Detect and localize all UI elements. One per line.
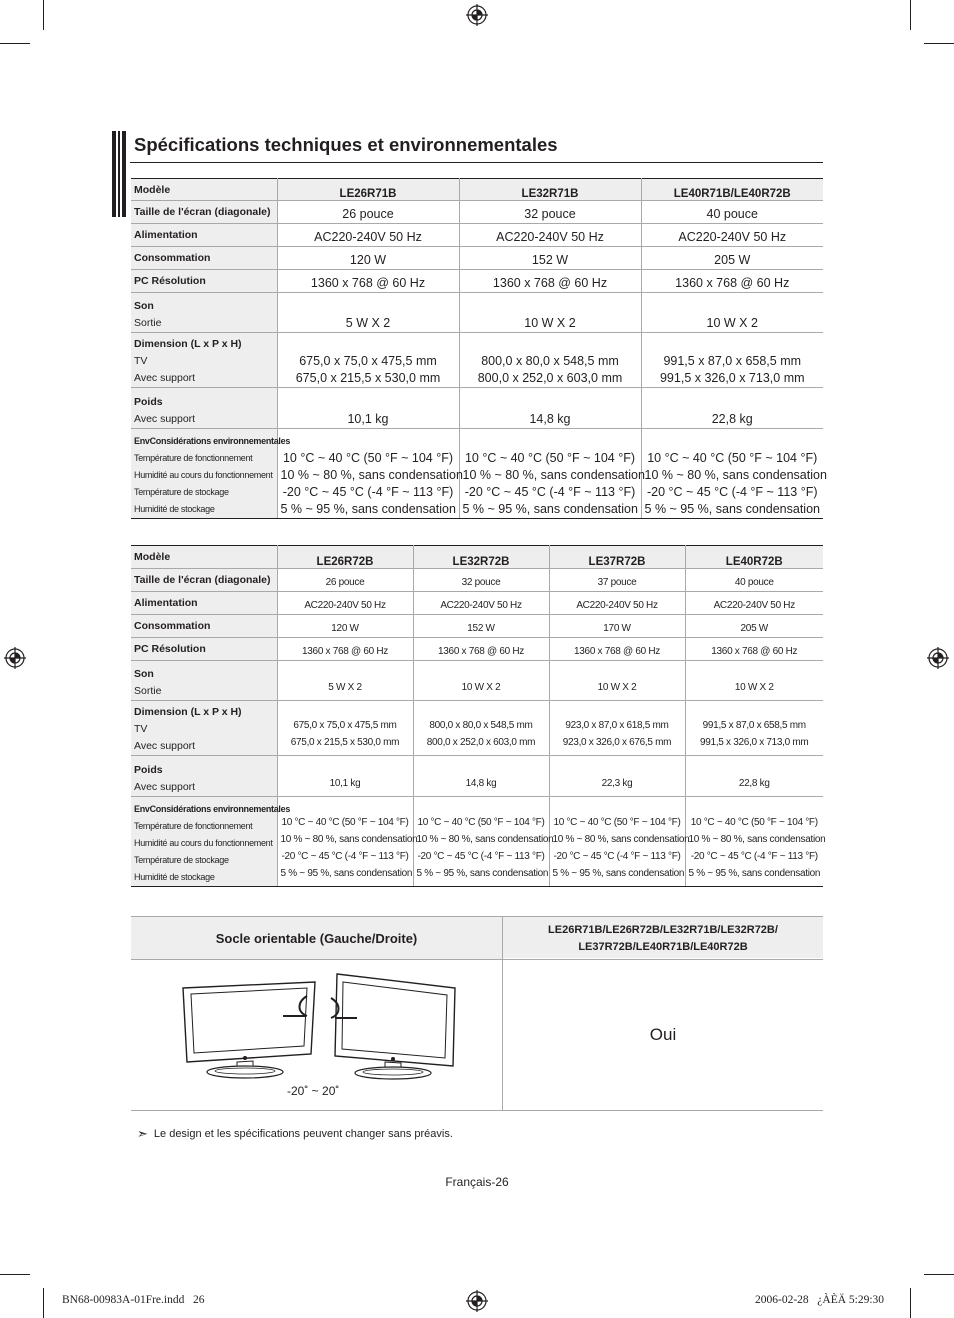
section-marker bbox=[112, 131, 126, 217]
spec-cell: AC220-240V 50 Hz bbox=[685, 592, 823, 615]
spec-cell: 26 pouce bbox=[277, 569, 413, 592]
spec-cell: 10 °C ~ 40 °C (50 °F ~ 104 °F) 10 % ~ 80 %, sans condensation -20 °C ~ 45 °C (-4 °F ~ 113 °F) 5 % ~ 95 %, sans condensation bbox=[685, 797, 823, 887]
crop-mark bbox=[43, 0, 44, 30]
spec-cell: 14,8 kg bbox=[459, 388, 641, 429]
spec-cell: 1360 x 768 @ 60 Hz bbox=[277, 270, 459, 293]
spec-cell: 5 W X 2 bbox=[277, 293, 459, 333]
spec-cell: AC220-240V 50 Hz bbox=[277, 592, 413, 615]
spec-cell: AC220-240V 50 Hz bbox=[413, 592, 549, 615]
row-label: Modèle bbox=[131, 546, 277, 569]
spec-cell: 991,5 x 87,0 x 658,5 mm 991,5 x 326,0 x 713,0 mm bbox=[685, 701, 823, 756]
model-header: LE26R71B bbox=[277, 179, 459, 201]
model-header: LE40R72B bbox=[685, 546, 823, 569]
swivel-value: Oui bbox=[649, 1025, 677, 1044]
row-label: Consommation bbox=[131, 247, 277, 270]
registration-mark-icon bbox=[466, 1290, 488, 1312]
spec-cell: 14,8 kg bbox=[413, 756, 549, 797]
model-header: LE40R71B/LE40R72B bbox=[641, 179, 823, 201]
swivel-tv-icon bbox=[179, 970, 459, 1082]
spec-cell: 5 W X 2 bbox=[277, 661, 413, 701]
spec-cell: 37 pouce bbox=[549, 569, 685, 592]
spec-cell: 10 °C ~ 40 °C (50 °F ~ 104 °F) 10 % ~ 80 %, sans condensation -20 °C ~ 45 °C (-4 °F ~ 113 °F) 5 % ~ 95 %, sans condensation bbox=[641, 429, 823, 519]
row-label: Modèle bbox=[131, 179, 277, 201]
spec-cell: 10 °C ~ 40 °C (50 °F ~ 104 °F) 10 % ~ 80 %, sans condensation -20 °C ~ 45 °C (-4 °F ~ 113 °F) 5 % ~ 95 %, sans condensation bbox=[277, 429, 459, 519]
spec-cell: 40 pouce bbox=[641, 201, 823, 224]
spec-cell: 10 °C ~ 40 °C (50 °F ~ 104 °F) 10 % ~ 80 %, sans condensation -20 °C ~ 45 °C (-4 °F ~ 113 °F) 5 % ~ 95 %, sans condensation bbox=[549, 797, 685, 887]
spec-cell: 1360 x 768 @ 60 Hz bbox=[277, 638, 413, 661]
spec-cell: 1360 x 768 @ 60 Hz bbox=[459, 270, 641, 293]
spec-cell: 10 W X 2 bbox=[641, 293, 823, 333]
row-label: EnvConsidérations environnementales Température de fonctionnement Humidité au cours du fonctionnement Température de stockage Humidité de stockage bbox=[131, 797, 277, 887]
divider bbox=[131, 1110, 823, 1111]
spec-cell: 205 W bbox=[641, 247, 823, 270]
print-timestamp: 2006-02-28 ¿ÀÈÄ 5:29:30 bbox=[755, 1294, 885, 1306]
spec-cell: 10 W X 2 bbox=[549, 661, 685, 701]
disclaimer-note: ➣ Le design et les spécifications peuvent changer sans préavis. bbox=[137, 1126, 453, 1141]
row-label: EnvConsidérations environnementales Température de fonctionnement Humidité au cours du fonctionnement Température de stockage Humidité de stockage bbox=[131, 429, 277, 519]
row-label: Poids Avec support bbox=[131, 756, 277, 797]
spec-cell: 152 W bbox=[413, 615, 549, 638]
spec-cell: 1360 x 768 @ 60 Hz bbox=[685, 638, 823, 661]
spec-cell: AC220-240V 50 Hz bbox=[549, 592, 685, 615]
spec-cell: 32 pouce bbox=[413, 569, 549, 592]
spec-cell: 205 W bbox=[685, 615, 823, 638]
spec-cell: 40 pouce bbox=[685, 569, 823, 592]
page-title: Spécifications techniques et environnementales bbox=[134, 134, 558, 155]
swivel-angle: -20˚ ~ 20˚ bbox=[287, 1084, 340, 1098]
spec-cell: 675,0 x 75,0 x 475,5 mm 675,0 x 215,5 x 530,0 mm bbox=[277, 701, 413, 756]
title-divider bbox=[130, 162, 823, 163]
spec-cell: 22,3 kg bbox=[549, 756, 685, 797]
spec-cell: AC220-240V 50 Hz bbox=[641, 224, 823, 247]
registration-mark-icon bbox=[466, 4, 488, 26]
spec-cell: 923,0 x 87,0 x 618,5 mm 923,0 x 326,0 x 676,5 mm bbox=[549, 701, 685, 756]
spec-cell: 10 °C ~ 40 °C (50 °F ~ 104 °F) 10 % ~ 80 %, sans condensation -20 °C ~ 45 °C (-4 °F ~ 113 °F) 5 % ~ 95 %, sans condensation bbox=[413, 797, 549, 887]
spec-cell: AC220-240V 50 Hz bbox=[459, 224, 641, 247]
spec-table-r71 bbox=[131, 178, 827, 519]
spec-cell: 991,5 x 87,0 x 658,5 mm 991,5 x 326,0 x 713,0 mm bbox=[641, 333, 823, 388]
swivel-table bbox=[131, 916, 823, 1111]
spec-cell: 152 W bbox=[459, 247, 641, 270]
row-label: Dimension (L x P x H) TV Avec support bbox=[131, 701, 277, 756]
spec-cell: AC220-240V 50 Hz bbox=[277, 224, 459, 247]
spec-cell: 10 °C ~ 40 °C (50 °F ~ 104 °F) 10 % ~ 80 %, sans condensation -20 °C ~ 45 °C (-4 °F ~ 113 °F) 5 % ~ 95 %, sans condensation bbox=[277, 797, 413, 887]
spec-cell: 32 pouce bbox=[459, 201, 641, 224]
swivel-models: LE26R71B/LE26R72B/LE32R71B/LE32R72B/ LE37R72B/LE40R71B/LE40R72B bbox=[503, 916, 823, 958]
spec-cell: 10 W X 2 bbox=[413, 661, 549, 701]
row-label: Poids Avec support bbox=[131, 388, 277, 429]
spec-cell: 800,0 x 80,0 x 548,5 mm 800,0 x 252,0 x 603,0 mm bbox=[459, 333, 641, 388]
row-label: Son Sortie bbox=[131, 661, 277, 701]
crop-mark bbox=[924, 1274, 954, 1275]
crop-mark bbox=[43, 1288, 44, 1318]
row-label: PC Résolution bbox=[131, 270, 277, 293]
registration-mark-icon bbox=[927, 647, 949, 669]
spec-cell: 800,0 x 80,0 x 548,5 mm 800,0 x 252,0 x 603,0 mm bbox=[413, 701, 549, 756]
row-label: Alimentation bbox=[131, 592, 277, 615]
spec-cell: 26 pouce bbox=[277, 201, 459, 224]
page-number: Français-26 bbox=[445, 1175, 509, 1189]
model-header: LE32R71B bbox=[459, 179, 641, 201]
spec-cell: 120 W bbox=[277, 615, 413, 638]
spec-cell: 10,1 kg bbox=[277, 756, 413, 797]
spec-cell: 10,1 kg bbox=[277, 388, 459, 429]
row-label: Dimension (L x P x H) TV Avec support bbox=[131, 333, 277, 388]
crop-mark bbox=[0, 43, 30, 44]
spec-cell: 675,0 x 75,0 x 475,5 mm 675,0 x 215,5 x 530,0 mm bbox=[277, 333, 459, 388]
spec-cell: 1360 x 768 @ 60 Hz bbox=[641, 270, 823, 293]
swivel-header: Socle orientable (Gauche/Droite) bbox=[131, 916, 503, 959]
row-label: Consommation bbox=[131, 615, 277, 638]
model-header: LE37R72B bbox=[549, 546, 685, 569]
row-label: Taille de l'écran (diagonale) bbox=[131, 569, 277, 592]
model-header: LE26R72B bbox=[277, 546, 413, 569]
registration-mark-icon bbox=[4, 647, 26, 669]
spec-cell: 170 W bbox=[549, 615, 685, 638]
row-label: PC Résolution bbox=[131, 638, 277, 661]
crop-mark bbox=[924, 43, 954, 44]
model-header: LE32R72B bbox=[413, 546, 549, 569]
crop-mark bbox=[910, 1288, 911, 1318]
spec-cell: 120 W bbox=[277, 247, 459, 270]
spec-cell: 10 W X 2 bbox=[459, 293, 641, 333]
spec-cell: 1360 x 768 @ 60 Hz bbox=[413, 638, 549, 661]
arrow-right-icon: ➣ bbox=[137, 1126, 148, 1141]
spec-cell: 10 °C ~ 40 °C (50 °F ~ 104 °F) 10 % ~ 80 %, sans condensation -20 °C ~ 45 °C (-4 °F ~ 113 °F) 5 % ~ 95 %, sans condensation bbox=[459, 429, 641, 519]
spec-table-r72 bbox=[131, 545, 826, 887]
spec-cell: 10 W X 2 bbox=[685, 661, 823, 701]
spec-cell: 22,8 kg bbox=[641, 388, 823, 429]
spec-cell: 22,8 kg bbox=[685, 756, 823, 797]
row-label: Son Sortie bbox=[131, 293, 277, 333]
row-label: Alimentation bbox=[131, 224, 277, 247]
spec-cell: 1360 x 768 @ 60 Hz bbox=[549, 638, 685, 661]
crop-mark bbox=[0, 1274, 30, 1275]
row-label: Taille de l'écran (diagonale) bbox=[131, 201, 277, 224]
file-info: BN68-00983A-01Fre.indd 26 bbox=[62, 1294, 205, 1306]
crop-mark bbox=[910, 0, 911, 30]
